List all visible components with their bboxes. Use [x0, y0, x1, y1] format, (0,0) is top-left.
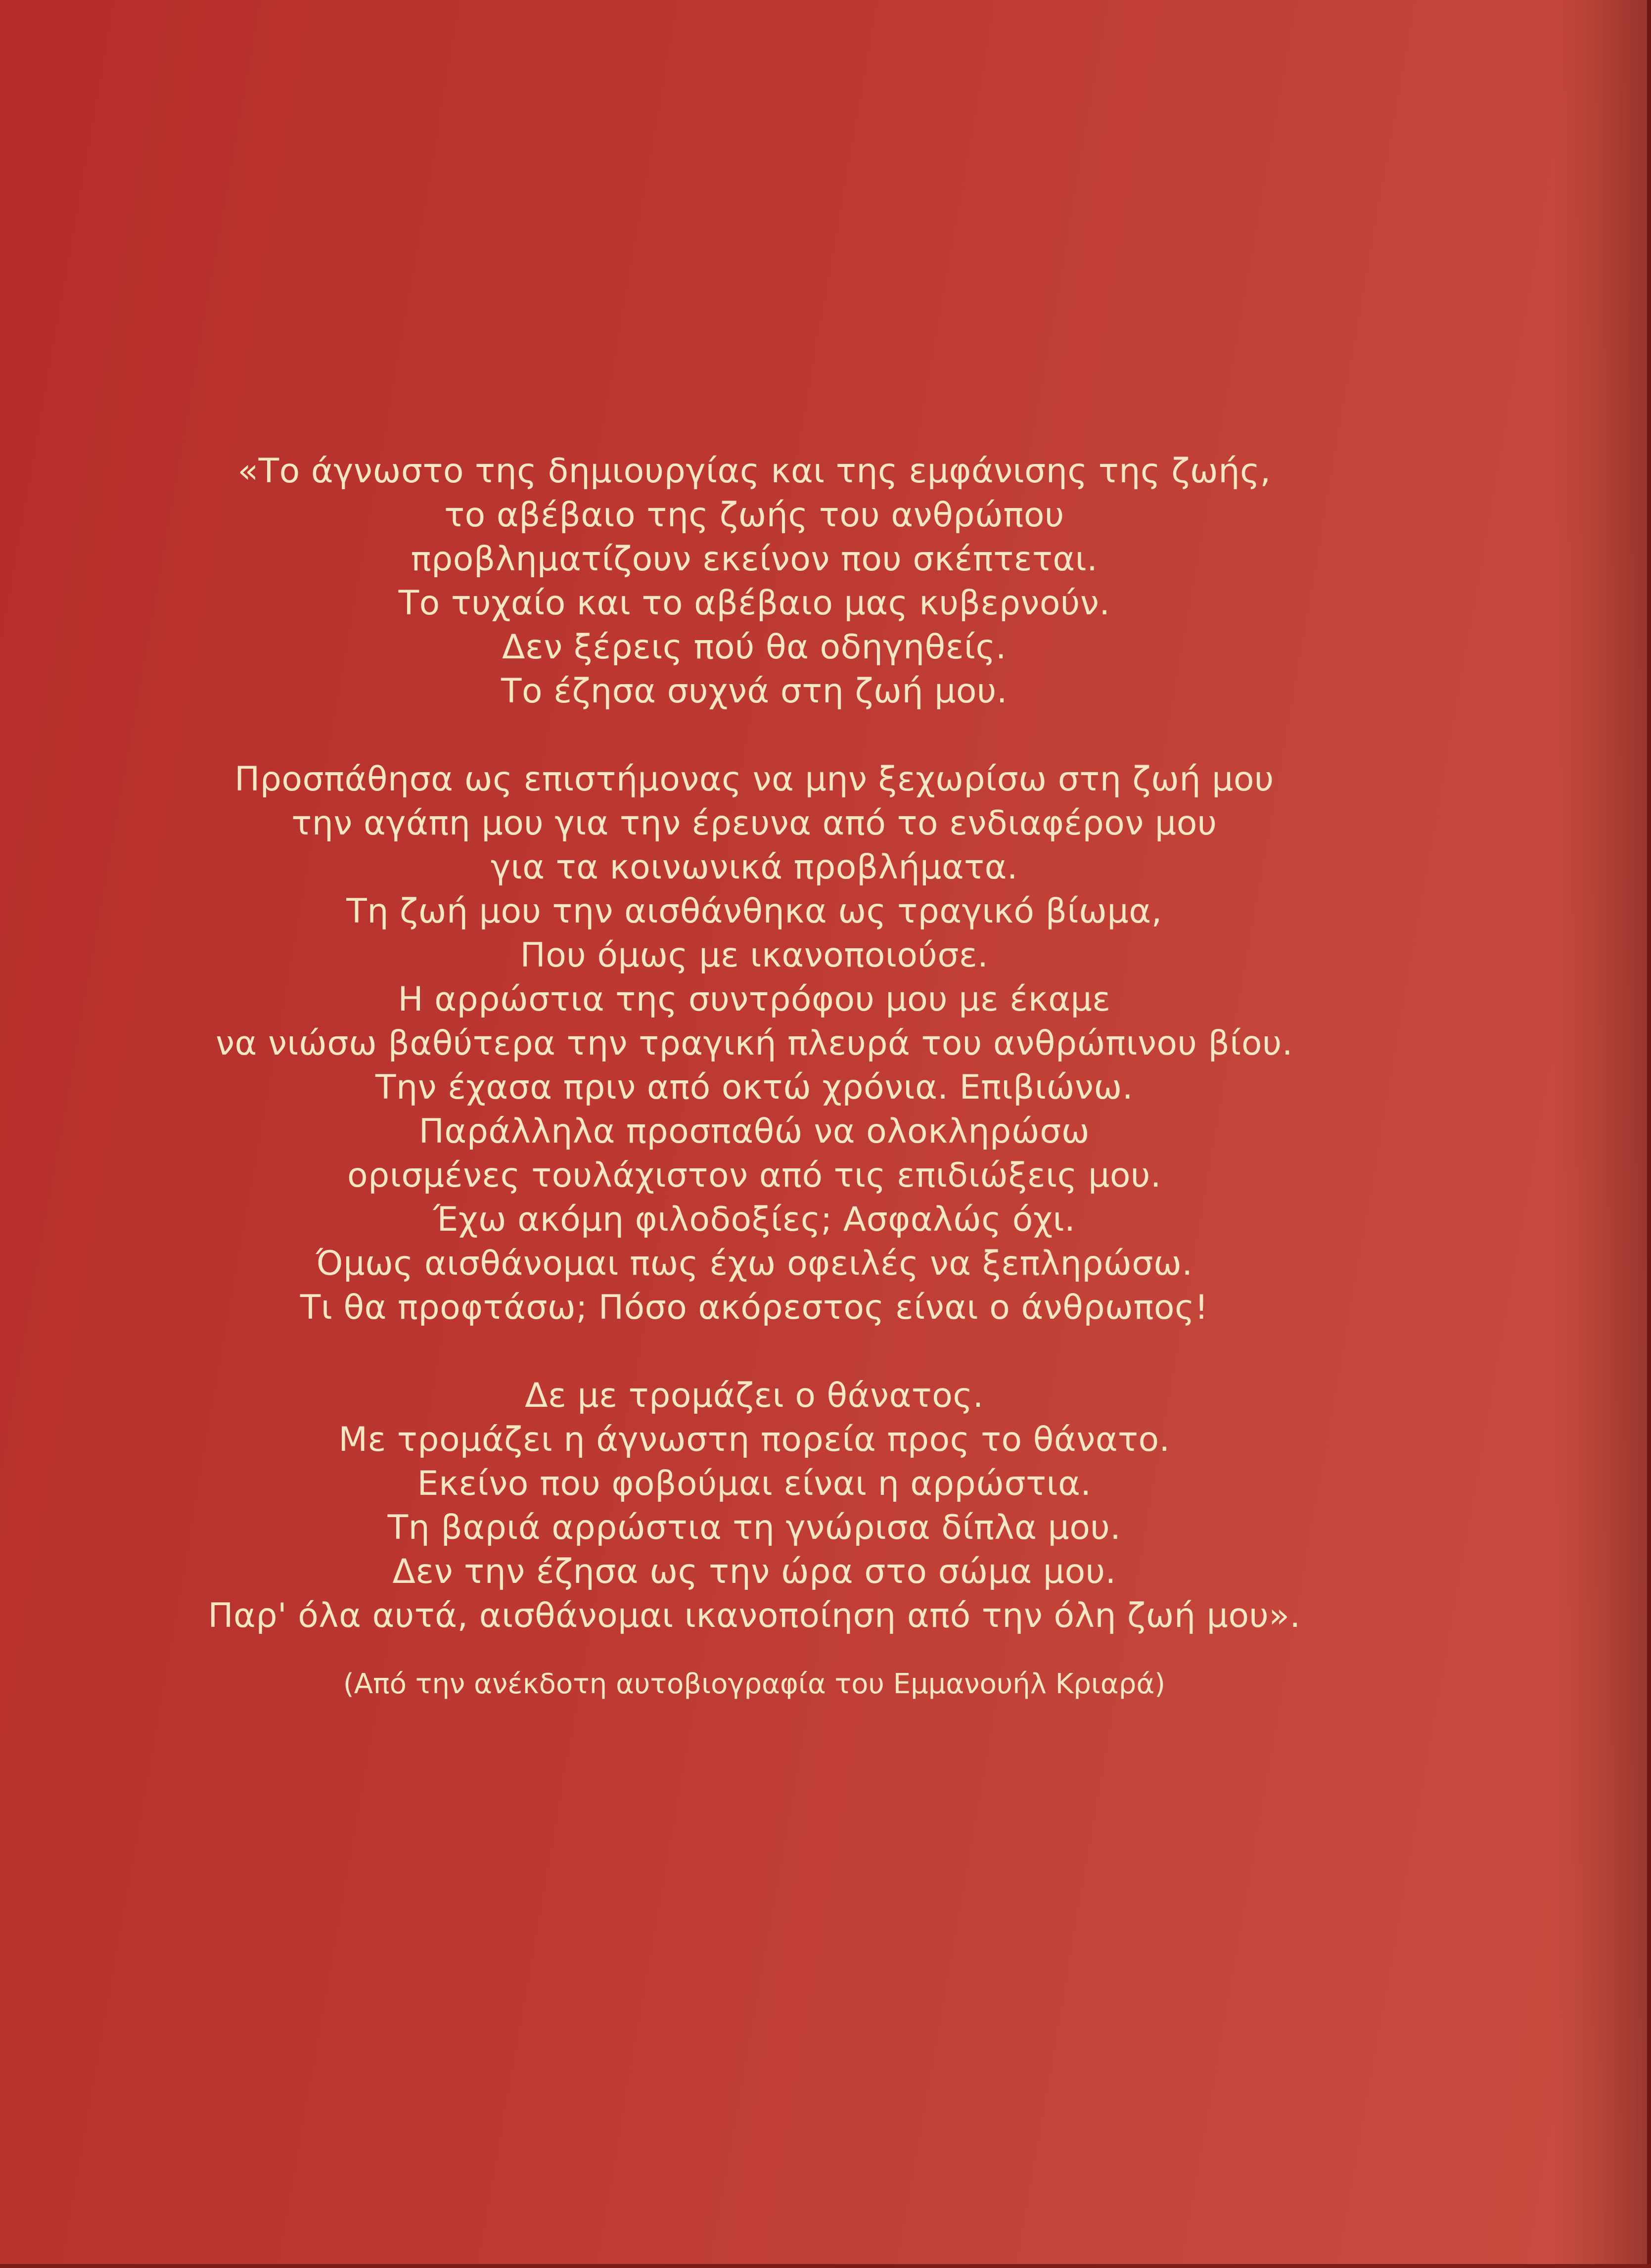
quote-line: Δεν την έζησα ως την ώρα στο σώμα μου.: [392, 1552, 1116, 1591]
stanza-1: [0, 449, 1509, 713]
quote-line: το αβέβαιο της ζωής του ανθρώπου: [444, 496, 1064, 535]
quote-line: Τη ζωή μου την αισθάνθηκα ως τραγικό βίωμα,: [346, 892, 1162, 931]
quote-line: να νιώσω βαθύτερα την τραγική πλευρά του ανθρώπινου βίου.: [216, 1024, 1293, 1063]
quote-line: Δε με τρομάζει ο θάνατος.: [525, 1376, 984, 1415]
quote-line: Η αρρώστια της συντρόφου μου με έκαμε: [398, 980, 1111, 1019]
quote-line: Το έζησα συχνά στη ζωή μου.: [501, 672, 1008, 711]
quote-line: Τι θα προφτάσω; Πόσο ακόρεστος είναι ο άνθρωπος!: [300, 1288, 1209, 1327]
quote-line: την αγάπη μου για την έρευνα από το ενδιαφέρον μου: [291, 804, 1217, 843]
spine-shadow: [1552, 0, 1651, 2268]
quote-line: προβληματίζουν εκείνον που σκέπτεται.: [411, 540, 1098, 579]
quote-line: «Το άγνωστο της δημιουργίας και της εμφάνισης της ζωής,: [237, 452, 1271, 491]
quote-line: Που όμως με ικανοποιούσε.: [520, 936, 989, 975]
quote-line: Την έχασα πριν από οκτώ χρόνια. Επιβιώνω.: [375, 1068, 1133, 1107]
quote-line: Παράλληλα προσπαθώ να ολοκληρώσω: [418, 1112, 1090, 1151]
quote-line: Εκείνο που φοβούμαι είναι η αρρώστια.: [417, 1464, 1092, 1503]
stanza-2: [0, 757, 1509, 1330]
bottom-edge: [0, 2264, 1651, 2268]
attribution: (Από την ανέκδοτη αυτοβιογραφία του Εμμανουήλ Κριαρά): [343, 1668, 1166, 1700]
spine-edge: [1647, 0, 1651, 2268]
quote-line: Έχω ακόμη φιλοδοξίες; Ασφαλώς όχι.: [433, 1200, 1076, 1239]
stanza-3: [0, 1374, 1509, 1638]
quote-line: Παρ' όλα αυτά, αισθάνομαι ικανοποίηση από την όλη ζωή μου».: [208, 1596, 1301, 1635]
quote-line: Με τρομάζει η άγνωστη πορεία προς το θάνατο.: [338, 1420, 1170, 1459]
quote-line: Όμως αισθάνομαι πως έχω οφειλές να ξεπληρώσω.: [316, 1244, 1193, 1283]
quote-line: για τα κοινωνικά προβλήματα.: [490, 848, 1018, 887]
quote-line: Προσπάθησα ως επιστήμονας να μην ξεχωρίσω στη ζωή μου: [234, 760, 1274, 799]
quote-line: Δεν ξέρεις πού θα οδηγηθείς.: [502, 628, 1007, 667]
quote-line: Τη βαριά αρρώστια τη γνώρισα δίπλα μου.: [387, 1508, 1121, 1547]
quote-line: Το τυχαίο και το αβέβαιο μας κυβερνούν.: [398, 584, 1110, 623]
quote-line: ορισμένες τουλάχιστον από τις επιδιώξεις μου.: [347, 1156, 1161, 1195]
quote-block: [0, 449, 1509, 1704]
